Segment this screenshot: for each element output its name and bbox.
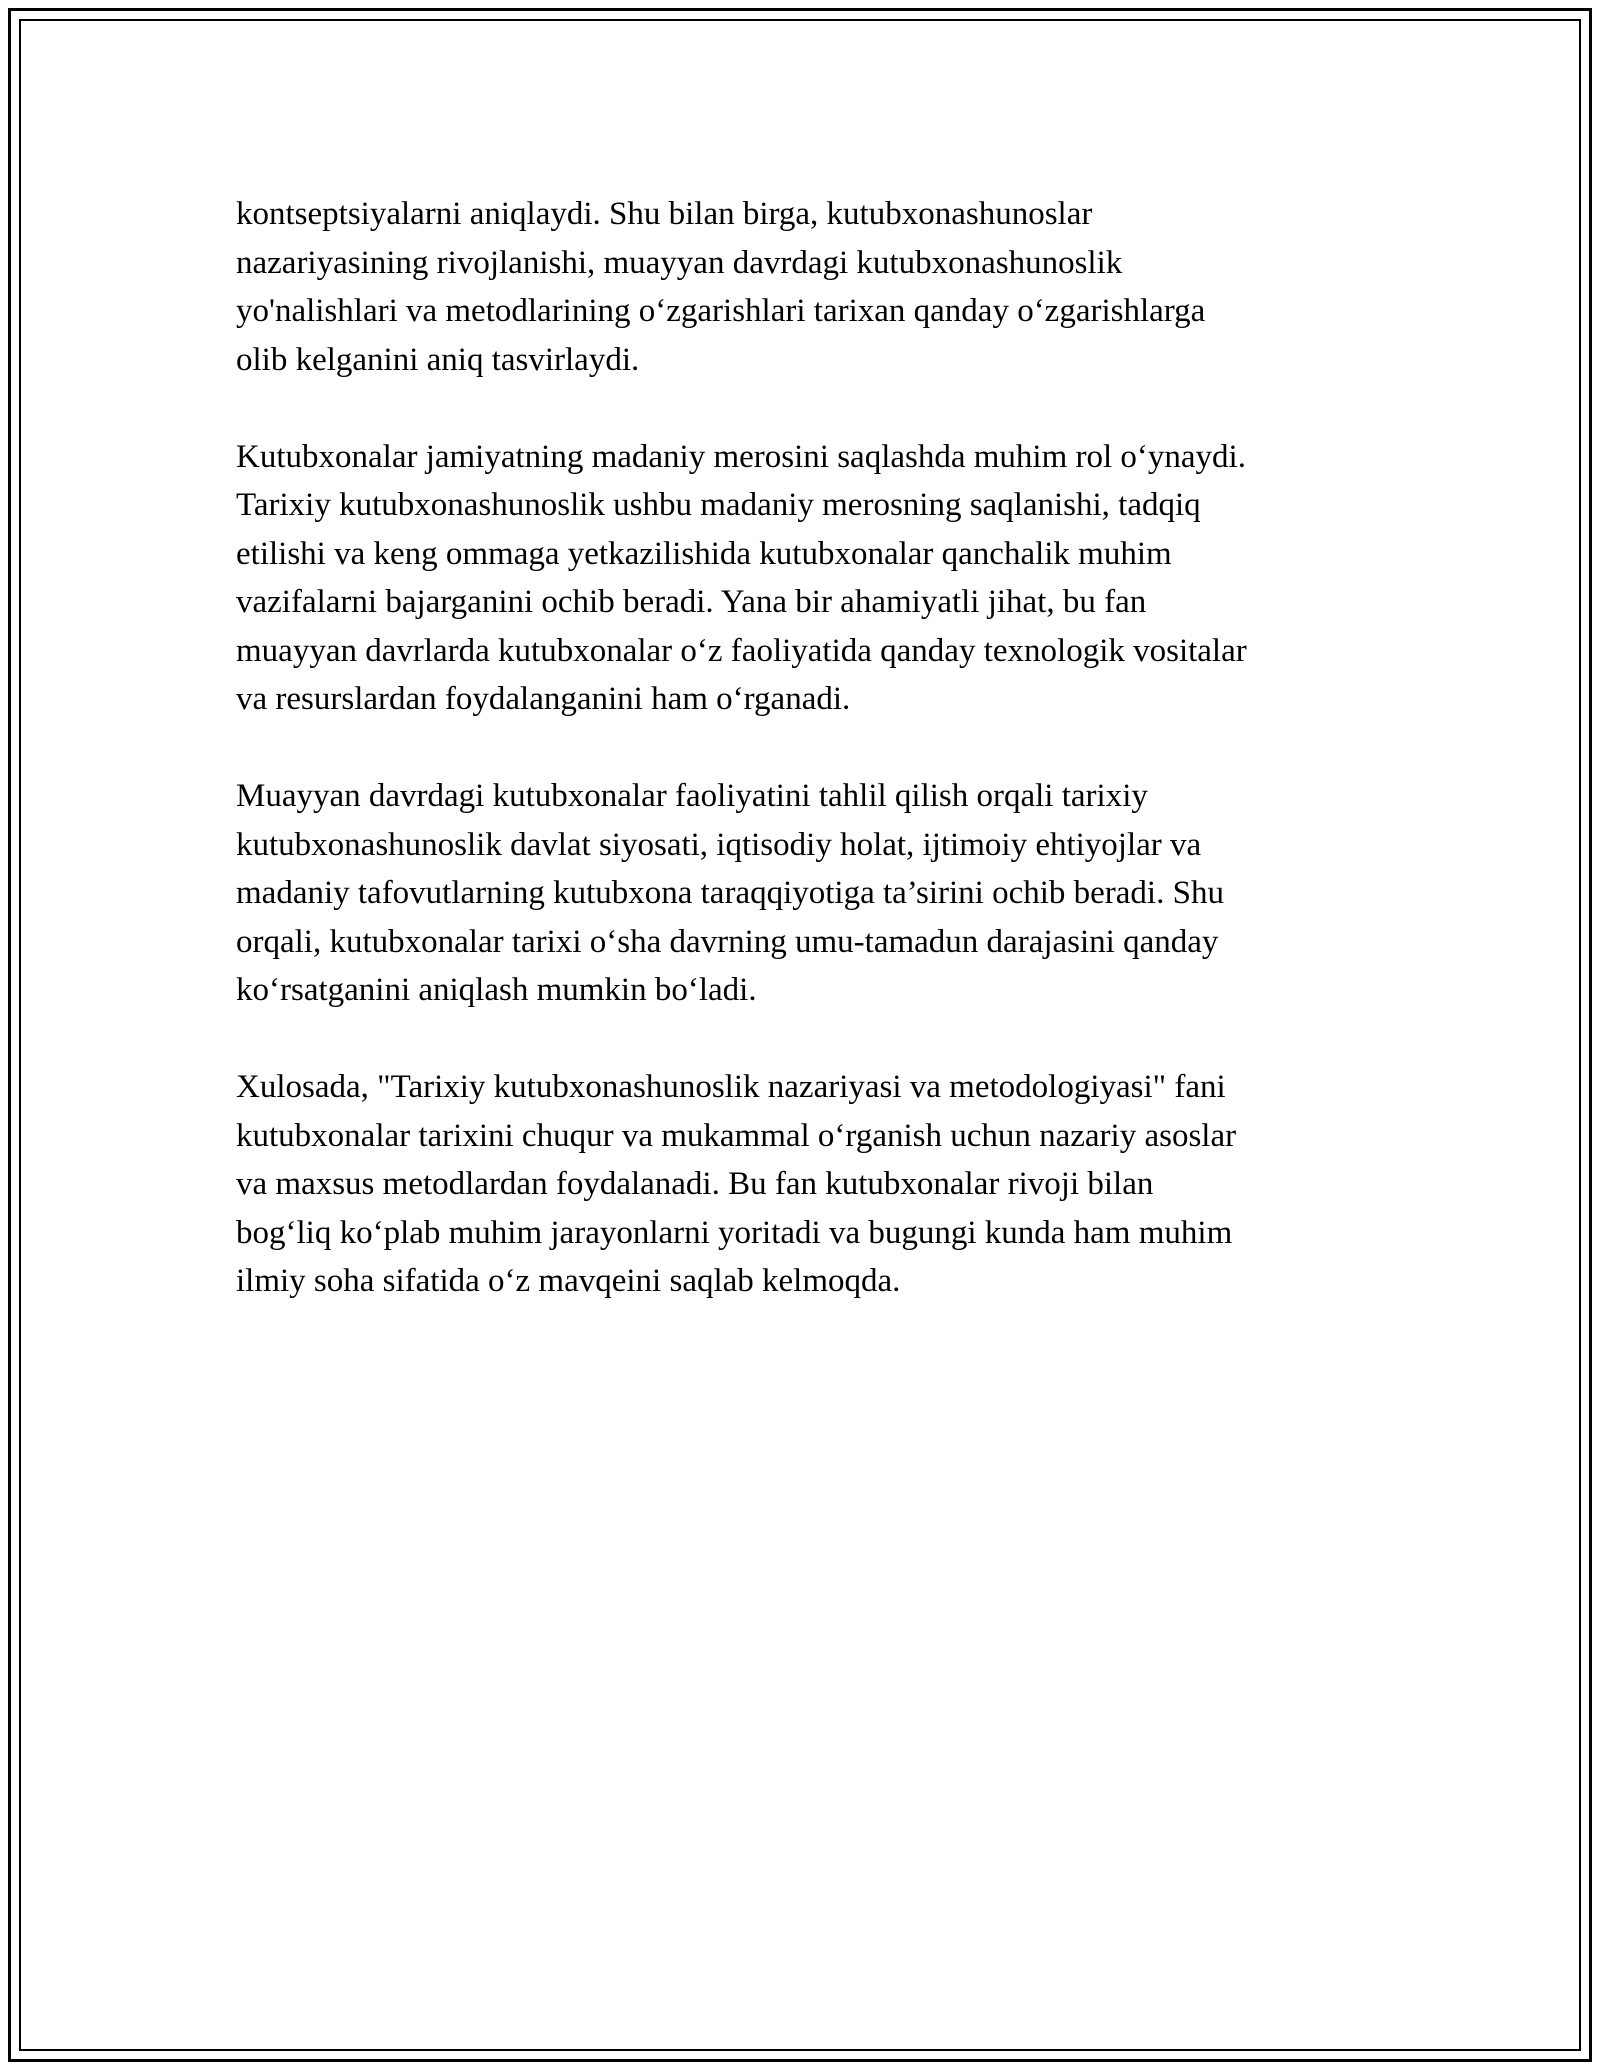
text-line: Tarixiy kutubxonashunoslik ushbu madaniy merosning saqlanishi, tadqiq [236,487,1201,523]
text-line: kontseptsiyalarni aniqlaydi. Shu bilan birga, kutubxonashunoslar [236,196,1093,232]
text-line: kutubxonashunoslik davlat siyosati, iqtisodiy holat, ijtimoiy ehtiyojlar va [236,826,1202,863]
paragraph-1 [236,190,1386,384]
text-line: va maxsus metodlardan foydalanadi. Bu fan kutubxonalar rivoji bilan [236,1166,1154,1202]
text-line: olib kelganini aniq tasvirlaydi. [236,341,640,378]
text-line: madaniy tafovutlarning kutubxona taraqqiyotiga ta’sirini ochib beradi. Shu [236,875,1224,911]
text-line: Xulosada, "Tarixiy kutubxonashunoslik nazariyasi va metodologiyasi" fani [236,1069,1226,1105]
text-line: nazariyasining rivojlanishi, muayyan davrdagi kutubxonashunoslik [236,244,1123,281]
document-body [236,190,1386,1354]
text-line: vazifalarni bajarganini ochib beradi. Yana bir ahamiyatli jihat, bu fan [236,584,1147,620]
text-line: Muayyan davrdagi kutubxonalar faoliyatini tahlil qilish orqali tarixiy [236,778,1148,814]
text-line: muayyan davrlarda kutubxonalar o‘z faoliyatida qanday texnologik vositalar [236,632,1247,669]
paragraph-3 [236,772,1386,1015]
text-line: yo'nalishlari va metodlarining o‘zgarishlari tarixan qanday o‘zgarishlarga [236,293,1206,329]
text-line: ko‘rsatganini aniqlash mumkin bo‘ladi. [236,972,757,1008]
text-line: etilishi va keng ommaga yetkazilishida kutubxonalar qanchalik muhim [236,535,1172,572]
text-line: kutubxonalar tarixini chuqur va mukammal o‘rganish uchun nazariy asoslar [236,1117,1237,1154]
paragraph-4 [236,1063,1386,1306]
text-line: va resurslardan foydalanganini ham o‘rganadi. [236,681,851,717]
text-line: Kutubxonalar jamiyatning madaniy merosini saqlashda muhim rol o‘ynaydi. [236,438,1246,475]
text-line: ilmiy soha sifatida o‘z mavqeini saqlab kelmoqda. [236,1263,901,1299]
paragraph-2 [236,433,1386,724]
text-line: orqali, kutubxonalar tarixi o‘sha davrning umu-tamadun darajasini qanday [236,923,1219,960]
text-line: bog‘liq ko‘plab muhim jarayonlarni yoritadi va bugungi kunda ham muhim [236,1214,1233,1251]
